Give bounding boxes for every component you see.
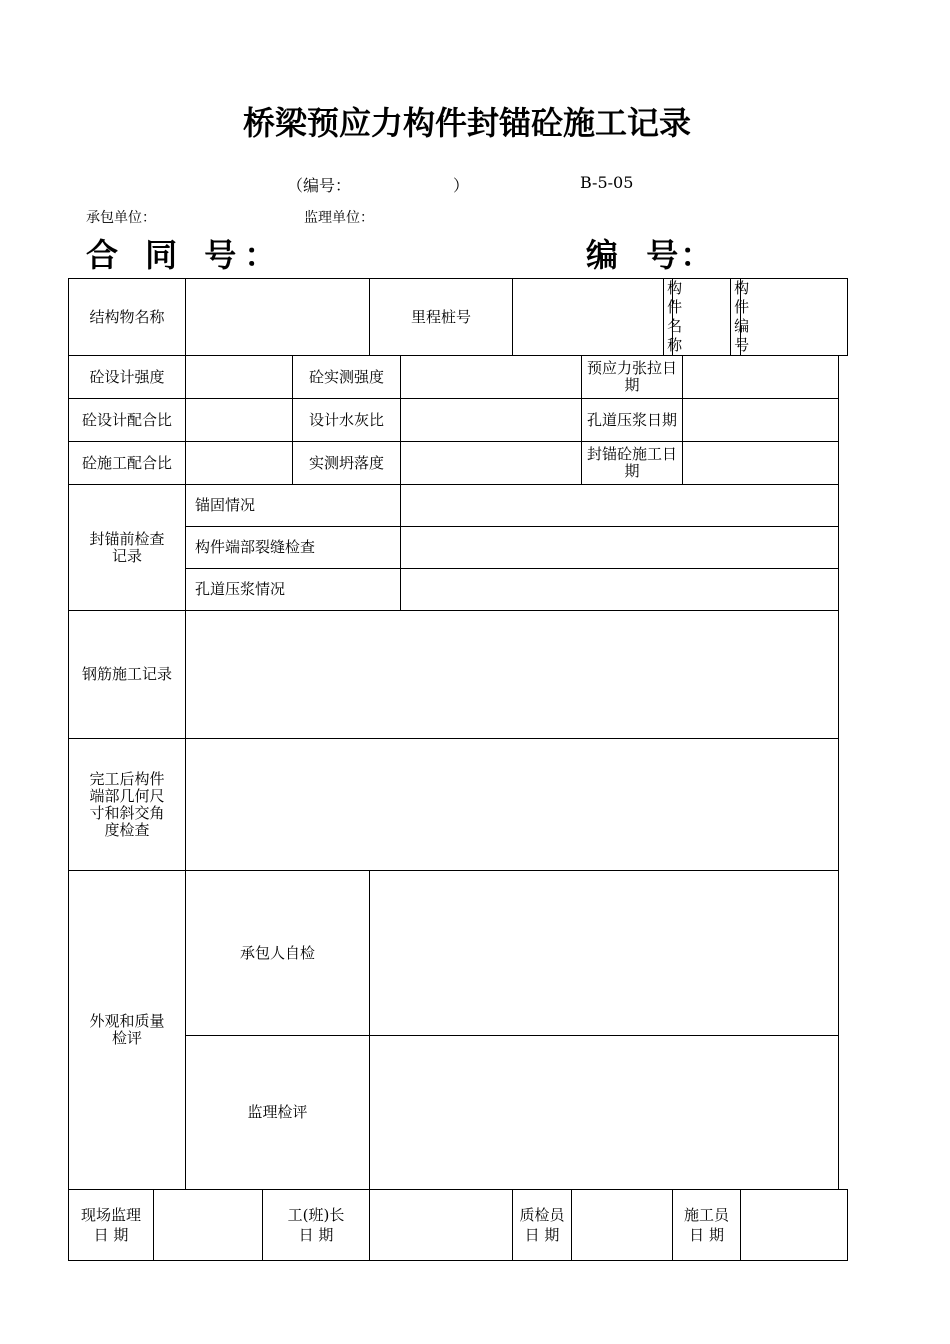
component-no-label: 构件 编号: [731, 279, 741, 356]
measured-strength-label: 砼实测强度: [293, 356, 401, 399]
builder-value[interactable]: [741, 1190, 848, 1261]
grouting-status-value[interactable]: [401, 569, 839, 611]
site-supervisor-label: 现场监理 日 期: [69, 1190, 154, 1261]
geometry-check-value[interactable]: [186, 739, 839, 871]
mileage-label: 里程桩号: [370, 279, 513, 356]
rebar-record-label: 钢筋施工记录: [69, 611, 186, 739]
design-mix-value[interactable]: [186, 399, 293, 442]
end-crack-check-value[interactable]: [401, 527, 839, 569]
supervision-check-value[interactable]: [370, 1036, 839, 1190]
design-strength-value[interactable]: [186, 356, 293, 399]
tension-date-value[interactable]: [683, 356, 839, 399]
pre-check-label: 封锚前检查 记录: [69, 485, 186, 611]
design-wc-ratio-label: 设计水灰比: [293, 399, 401, 442]
geometry-check-label: 完工后构件 端部几何尺 寸和斜交角 度检查: [69, 739, 186, 871]
end-crack-check-label: 构件端部裂缝检查: [186, 527, 401, 569]
foreman-value[interactable]: [370, 1190, 513, 1261]
builder-label: 施工员 日 期: [673, 1190, 741, 1261]
design-wc-ratio-value[interactable]: [401, 399, 582, 442]
measured-slump-label: 实测坍落度: [293, 442, 401, 485]
structure-name-value[interactable]: [186, 279, 370, 356]
sealing-date-value[interactable]: [683, 442, 839, 485]
contractor-label: 承包单位：: [86, 210, 156, 226]
contract-no-label: 合 同 号：: [86, 236, 285, 274]
structure-name-label: 结构物名称: [69, 279, 186, 356]
appearance-quality-label: 外观和质量 检评: [69, 871, 186, 1190]
code-close-label: ）: [453, 176, 470, 195]
grouting-date-label: 孔道压浆日期: [582, 399, 683, 442]
tension-date-label: 预应力张拉日期: [582, 356, 683, 399]
inspector-label: 质检员 日 期: [513, 1190, 572, 1261]
inspector-value[interactable]: [572, 1190, 673, 1261]
code-open-label: （编号：: [287, 176, 352, 195]
self-check-value[interactable]: [370, 871, 839, 1036]
construction-mix-value[interactable]: [186, 442, 293, 485]
component-name-label: 构件 名称: [664, 279, 673, 356]
grouting-date-value[interactable]: [683, 399, 839, 442]
foreman-label: 工(班)长 日 期: [263, 1190, 370, 1261]
record-table: [68, 278, 848, 1261]
page-title: 桥梁预应力构件封锚砼施工记录: [242, 104, 691, 142]
component-no-value[interactable]: [741, 279, 848, 356]
measured-slump-value[interactable]: [401, 442, 582, 485]
self-check-label: 承包人自检: [186, 871, 370, 1036]
measured-strength-value[interactable]: [401, 356, 582, 399]
anchorage-value[interactable]: [401, 485, 839, 527]
supervision-check-label: 监理检评: [186, 1036, 370, 1190]
supervisor-label: 监理单位：: [304, 210, 374, 226]
construction-mix-label: 砼施工配合比: [69, 442, 186, 485]
design-mix-label: 砼设计配合比: [69, 399, 186, 442]
mileage-value[interactable]: [513, 279, 664, 356]
design-strength-label: 砼设计强度: [69, 356, 186, 399]
site-supervisor-value[interactable]: [154, 1190, 263, 1261]
anchorage-label: 锚固情况: [186, 485, 401, 527]
sealing-date-label: 封锚砼施工日期: [582, 442, 683, 485]
grouting-status-label: 孔道压浆情况: [186, 569, 401, 611]
form-code: B-5-05: [580, 173, 634, 192]
number-label: 编 号：: [586, 236, 715, 274]
rebar-record-value[interactable]: [186, 611, 839, 739]
